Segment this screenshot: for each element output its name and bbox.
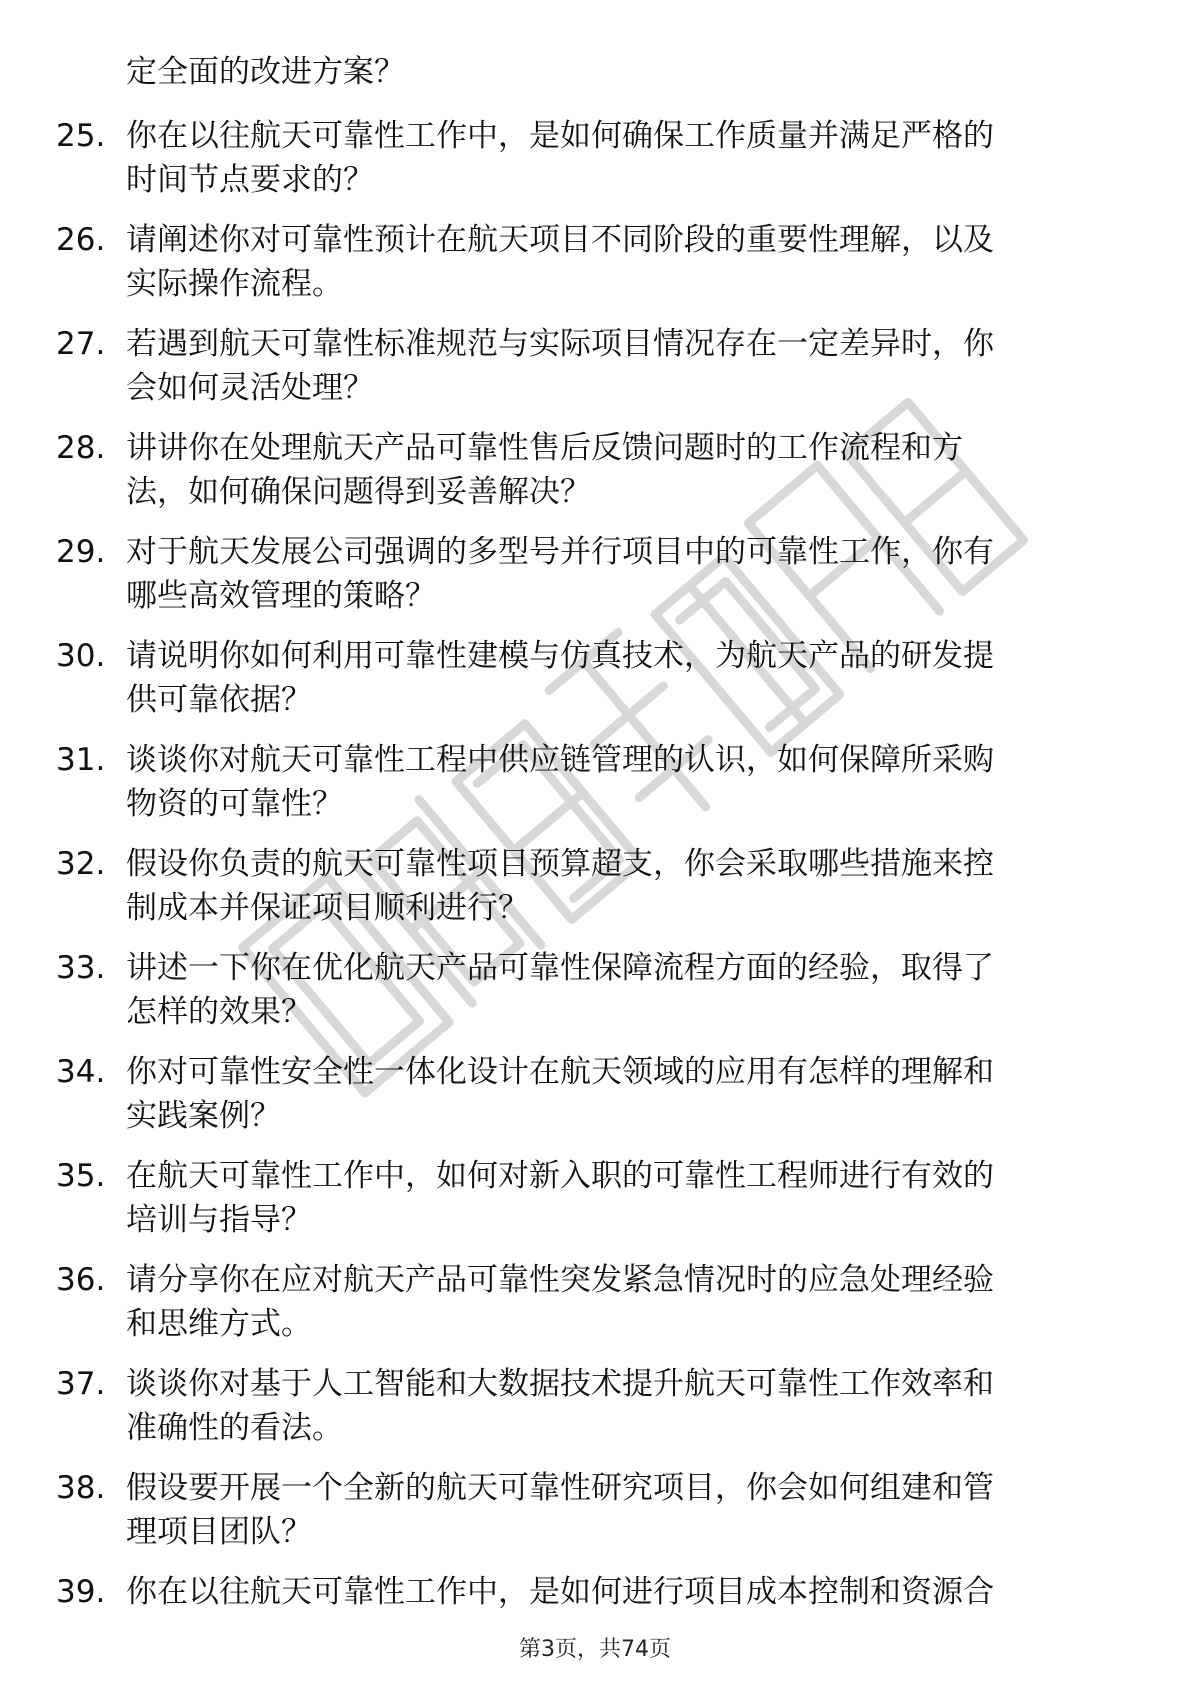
question-line: 请说明你如何利用可靠性建模与仿真技术，为航天产品的研发提 (126, 638, 994, 674)
question-line: 讲讲你在处理航天产品可靠性售后反馈问题时的工作流程和方 (126, 430, 963, 466)
question-text (126, 1154, 994, 1242)
question-text (126, 634, 994, 722)
question-text (126, 530, 994, 618)
page-footer: 第3页，共74页 (519, 1637, 671, 1662)
question-text (126, 1362, 994, 1450)
question-item (0, 634, 1190, 738)
question-number: 37. (56, 1366, 106, 1402)
question-line: 时间节点要求的？ (126, 162, 374, 198)
question-line: 会如何灵活处理？ (126, 370, 374, 406)
question-text (126, 738, 994, 826)
question-line: 请阐述你对可靠性预计在航天项目不同阶段的重要性理解，以及 (126, 222, 994, 258)
question-item (0, 1154, 1190, 1258)
question-text (126, 114, 994, 202)
question-line: 假设要开展一个全新的航天可靠性研究项目，你会如何组建和管 (126, 1470, 994, 1506)
question-item (0, 1362, 1190, 1466)
question-line: 准确性的看法。 (126, 1410, 343, 1446)
question-line: 对于航天发展公司强调的多型号并行项目中的可靠性工作，你有 (126, 534, 994, 570)
question-text (126, 322, 994, 410)
question-line: 在航天可靠性工作中，如何对新入职的可靠性工程师进行有效的 (126, 1158, 994, 1194)
question-text (126, 426, 963, 514)
question-line: 制成本并保证项目顺利进行？ (126, 890, 529, 926)
question-line: 法，如何确保问题得到妥善解决？ (126, 474, 591, 510)
question-item (0, 1466, 1190, 1570)
question-number: 25. (56, 118, 106, 154)
question-number: 28. (56, 430, 106, 466)
question-number: 36. (56, 1262, 106, 1298)
question-line: 谈谈你对基于人工智能和大数据技术提升航天可靠性工作效率和 (126, 1366, 994, 1402)
question-number: 32. (56, 846, 106, 882)
question-number: 35. (56, 1158, 106, 1194)
question-item (0, 1050, 1190, 1154)
question-number: 26. (56, 222, 106, 258)
question-number: 34. (56, 1054, 106, 1090)
question-text (126, 1258, 994, 1346)
question-number: 38. (56, 1470, 106, 1506)
question-text (126, 842, 994, 930)
question-line: 培训与指导？ (126, 1202, 312, 1238)
question-line: 谈谈你对航天可靠性工程中供应链管理的认识，如何保障所采购 (126, 742, 994, 778)
question-item (0, 114, 1190, 218)
question-number: 30. (56, 638, 106, 674)
question-line: 供可靠依据？ (126, 682, 312, 718)
question-line: 若遇到航天可靠性标准规范与实际项目情况存在一定差异时，你 (126, 326, 994, 362)
question-line: 哪些高效管理的策略？ (126, 578, 436, 614)
question-text (126, 1466, 994, 1554)
question-line: 实际操作流程。 (126, 266, 343, 302)
question-line: 理项目团队？ (126, 1514, 312, 1550)
question-text (126, 1570, 994, 1614)
question-number: 39. (56, 1574, 106, 1610)
question-item (0, 946, 1190, 1050)
question-line: 物资的可靠性？ (126, 786, 343, 822)
question-number: 27. (56, 326, 106, 362)
question-line: 你在以往航天可靠性工作中，是如何进行项目成本控制和资源合 (126, 1574, 994, 1610)
question-line: 你对可靠性安全性一体化设计在航天领域的应用有怎样的理解和 (126, 1054, 994, 1090)
question-line: 和思维方式。 (126, 1306, 312, 1342)
question-number: 31. (56, 742, 106, 778)
question-line: 怎样的效果？ (126, 994, 312, 1030)
question-item (0, 530, 1190, 634)
question-item (0, 738, 1190, 842)
question-number: 29. (56, 534, 106, 570)
question-number: 33. (56, 950, 106, 986)
question-item (0, 426, 1190, 530)
question-line: 假设你负责的航天可靠性项目预算超支，你会采取哪些措施来控 (126, 846, 994, 882)
question-item (0, 1258, 1190, 1362)
question-item (0, 218, 1190, 322)
question-line: 讲述一下你在优化航天产品可靠性保障流程方面的经验，取得了 (126, 950, 994, 986)
question-item (0, 842, 1190, 946)
question-line: 你在以往航天可靠性工作中，是如何确保工作质量并满足严格的 (126, 118, 994, 154)
question-text (126, 1050, 994, 1138)
question-item (0, 322, 1190, 426)
question-text (126, 218, 994, 306)
question-line: 实践案例？ (126, 1098, 281, 1134)
continued-question-line: 定全面的改进方案？ (126, 54, 405, 90)
question-line: 请分享你在应对航天产品可靠性突发紧急情况时的应急处理经验 (126, 1262, 994, 1298)
question-text (126, 946, 994, 1034)
question-list (0, 114, 1190, 1674)
